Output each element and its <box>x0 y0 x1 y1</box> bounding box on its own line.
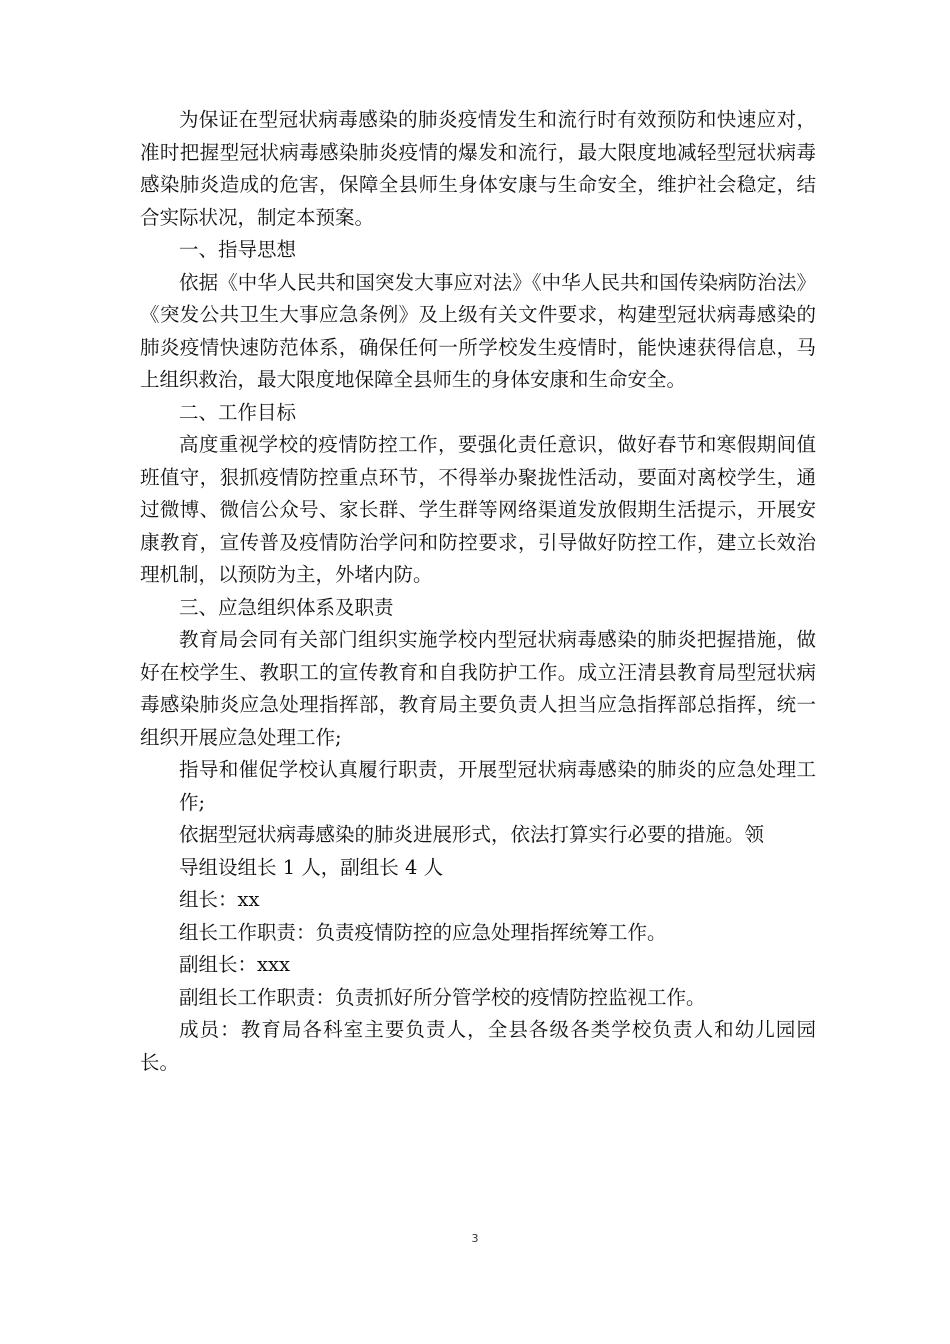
paragraph-deputy-leader-duties: 副组长工作职责：负责抓好所分管学校的疫情防控监视工作。 <box>179 985 706 1009</box>
paragraph-group-leader-duties: 组长工作职责：负责疫情防控的应急处理指挥统筹工作。 <box>179 920 667 944</box>
section-heading-work-goals: 二、工作目标 <box>179 400 297 424</box>
paragraph-members: 成员：教育局各科室主要负责人，全县各级各类学校负责人和幼儿园园长。 <box>140 1018 816 1074</box>
paragraph-supervise-schools: 指导和催促学校认真履行职责，开展型冠状病毒感染的肺炎的应急处理工作; <box>179 758 816 814</box>
paragraph-guiding-ideology: 依据《中华人民共和国突发大事应对法》《中华人民共和国传染病防治法》《突发公共卫生大事应急条例》及上级有关文件要求，构建型冠状病毒感染的肺炎疫情快速防范体系，确保任何一所学校发生疫情时，能快速获得信息，马上组织救治，最大限度地保障全县师生的身体安康和生命安全。 <box>140 270 816 391</box>
paragraph-deputy-leader: 副组长：xxx <box>179 953 290 976</box>
paragraph-emergency-organization: 教育局会同有关部门组织实施学校内型冠状病毒感染的肺炎把握措施，做好在校学生、教职工的宣传教育和自我防护工作。成立汪清县教育局型冠状病毒感染肺炎应急处理指挥部，教育局主要负责人担当应急指挥部总指挥，统一组织开展应急处理工作; <box>140 628 816 749</box>
page-number: 3 <box>471 1232 479 1245</box>
paragraph-group-leader: 组长：xx <box>179 888 260 911</box>
paragraph-necessary-measures: 依据型冠状病毒感染的肺炎进展形式，依法打算实行必要的措施。领 <box>179 823 765 846</box>
section-heading-guiding-ideology: 一、指导思想 <box>179 238 297 261</box>
paragraph-leadership-group: 导组设组长 1 人，副组长 4 人 <box>179 855 444 879</box>
document-body <box>140 104 816 1079</box>
paragraph-work-goals: 高度重视学校的疫情防控工作，要强化责任意识，做好春节和寒假期间值班值守，狠抓疫情防控重点环节，不得举办聚拢性活动，要面对离校学生，通过微博、微信公众号、家长群、学生群等网络渠道发放假期生活提示，开展安康教育，宣传普及疫情防治学问和防控要求，引导做好防控工作，建立长效治理机制，以预防为主，外堵内防。 <box>140 433 816 586</box>
paragraph-intro: 为保证在型冠状病毒感染的肺炎疫情发生和流行时有效预防和快速应对，准时把握型冠状病毒感染肺炎疫情的爆发和流行，最大限度地减轻型冠状病毒感染肺炎造成的危害，保障全县师生身体安康与生命安全，维护社会稳定，结合实际状况，制定本预案。 <box>140 108 816 229</box>
section-heading-emergency-organization: 三、应急组织体系及职责 <box>179 595 394 619</box>
